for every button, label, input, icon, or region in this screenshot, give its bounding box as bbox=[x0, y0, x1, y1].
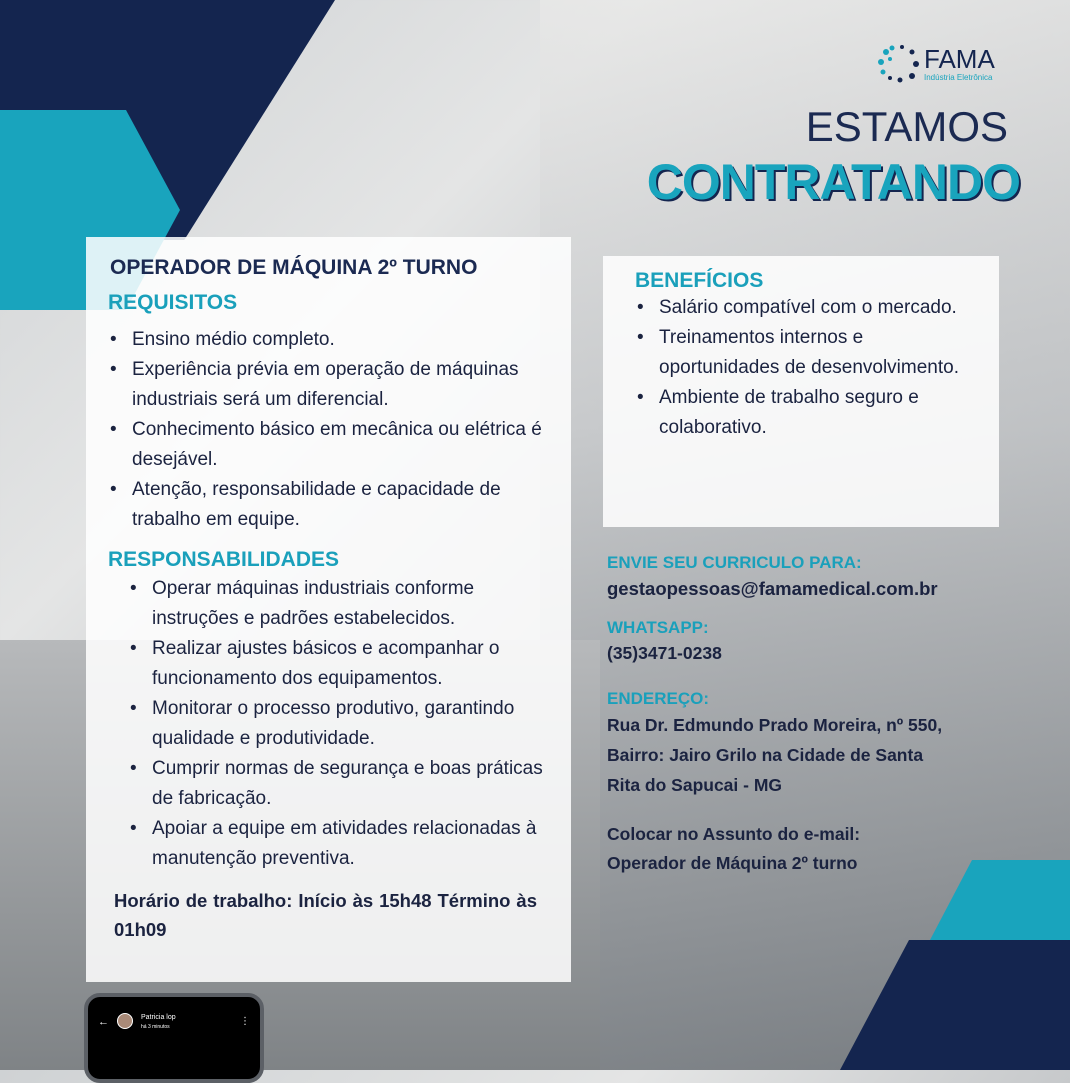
responsibility-item: • Apoiar a equipe em atividades relacionadas à manutenção preventiva. bbox=[128, 814, 553, 874]
more-options-icon[interactable]: ⋮ bbox=[240, 1016, 250, 1027]
job-panel bbox=[86, 237, 571, 982]
whatsapp-number[interactable]: (35)3471-0238 bbox=[607, 643, 722, 663]
requirement-item: • Experiência prévia em operação de máquinas industriais será um diferencial. bbox=[108, 355, 553, 415]
email-label: ENVIE SEU CURRICULO PARA: bbox=[607, 553, 862, 572]
job-title: OPERADOR DE MÁQUINA 2º TURNO bbox=[110, 256, 478, 279]
logo-dots-icon bbox=[876, 42, 924, 86]
requirement-item: • Atenção, responsabilidade e capacidade de trabalho em equipe. bbox=[108, 475, 553, 535]
avatar bbox=[117, 1013, 133, 1029]
email-subject-note: Colocar no Assunto do e-mail: Operador de Máquina 2º turno bbox=[607, 824, 861, 873]
email-link[interactable]: gestaopessoas@famamedical.com.br bbox=[607, 578, 938, 599]
brand-logo bbox=[876, 42, 995, 86]
work-hours: Horário de trabalho: Início às 15h48 Término às 01h09 bbox=[114, 890, 537, 940]
responsibility-item: • Operar máquinas industriais conforme instruções e padrões estabelecidos. bbox=[128, 574, 553, 634]
requirements-heading: REQUISITOS bbox=[108, 291, 238, 314]
story-user: Patricia lop bbox=[141, 1014, 176, 1021]
whatsapp-label: WHATSAPP: bbox=[607, 618, 709, 637]
address-text: Rua Dr. Edmundo Prado Moreira, nº 550, Bairro: Jairo Grilo na Cidade de Santa Rita do Sapucai - MG bbox=[607, 715, 943, 795]
address-label: ENDEREÇO: bbox=[607, 689, 710, 708]
benefits-panel bbox=[603, 256, 999, 527]
benefit-item: • Treinamentos internos e oportunidades de desenvolvimento. bbox=[635, 323, 979, 383]
responsibility-item: • Monitorar o processo produtivo, garantindo qualidade e produtividade. bbox=[128, 694, 553, 754]
requirement-item: • Conhecimento básico em mecânica ou elétrica é desejável. bbox=[108, 415, 553, 475]
responsibility-item: • Cumprir normas de segurança e boas práticas de fabricação. bbox=[128, 754, 553, 814]
contact-section bbox=[607, 538, 1007, 878]
story-time: há 3 minutos bbox=[141, 1024, 170, 1030]
benefit-item: • Salário compatível com o mercado. bbox=[635, 293, 979, 323]
benefits-heading: BENEFÍCIOS bbox=[635, 269, 764, 292]
benefit-item: • Ambiente de trabalho seguro e colaborativo. bbox=[635, 383, 979, 443]
responsibilities-heading: RESPONSABILIDADES bbox=[108, 548, 340, 571]
brand-tagline: Indústria Eletrônica bbox=[924, 73, 993, 82]
brand-name: FAMA bbox=[924, 44, 995, 74]
back-arrow-icon[interactable]: ← bbox=[98, 1016, 109, 1028]
responsibility-item: • Realizar ajustes básicos e acompanhar o funcionamento dos equipamentos. bbox=[128, 634, 553, 694]
requirement-item: • Ensino médio completo. bbox=[108, 325, 553, 355]
headline-contratando: CONTRATANDO bbox=[646, 154, 1020, 210]
headline-estamos: ESTAMOS bbox=[805, 103, 1008, 150]
